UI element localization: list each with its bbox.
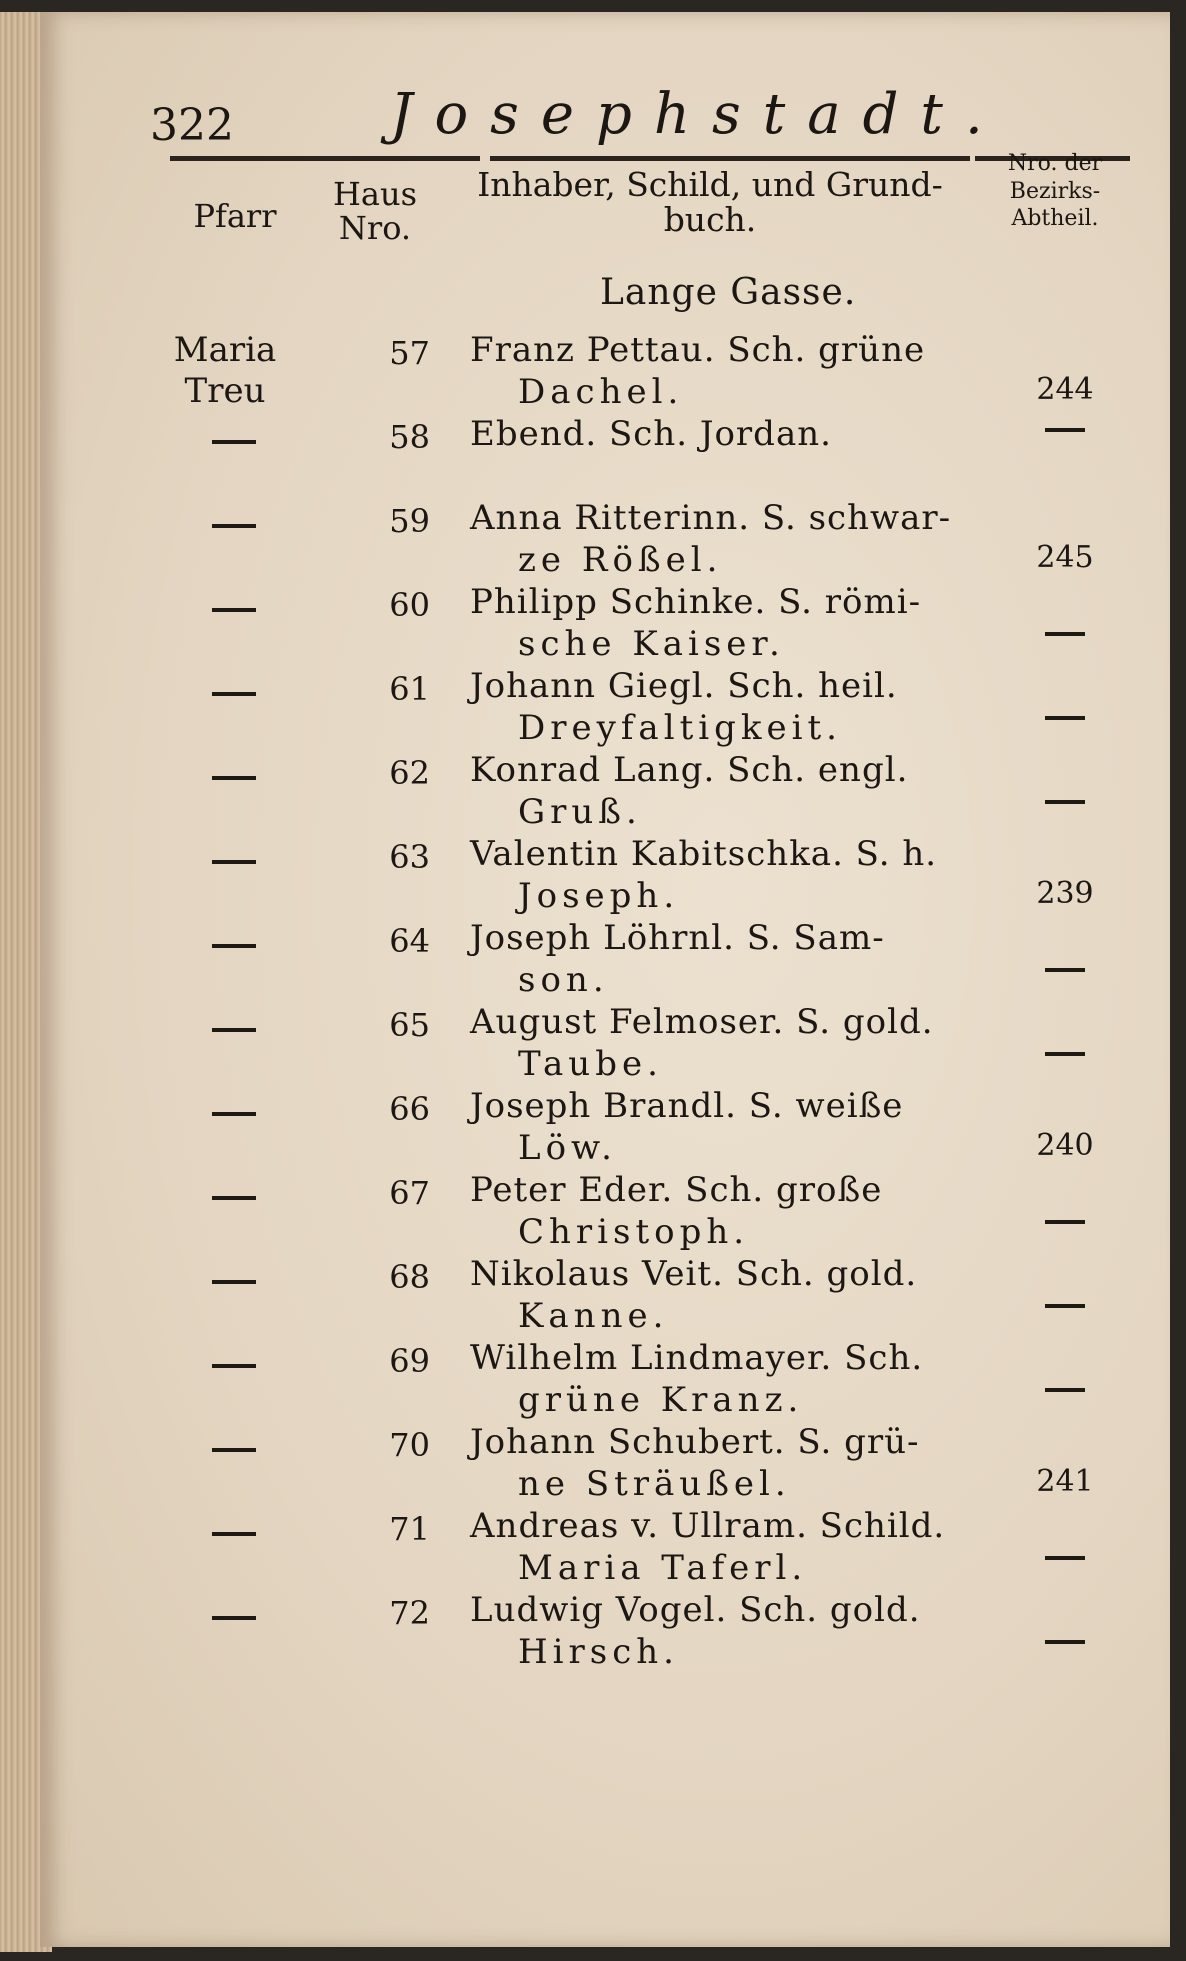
entry-row [0,1002,1186,1088]
house-number: 67 [389,1174,430,1212]
parish-name: Maria Treu [173,330,277,411]
district-number [1045,1220,1085,1224]
column-header-haus: Haus Nro. [332,175,417,247]
district-number [1045,1052,1085,1056]
entry-row [0,414,1186,500]
district-number: 244 [1036,372,1094,407]
owner-and-sign: Ludwig Vogel. Sch. gold. [470,1590,921,1630]
owner-and-sign: Joseph Löhrnl. S. Sam- [470,918,885,958]
district-number: 241 [1036,1464,1094,1499]
owner-and-sign: Valentin Kabitschka. S. h. [470,834,938,874]
owner-and-sign: Johann Giegl. Sch. heil. [470,666,898,706]
district-number: 239 [1036,876,1094,911]
house-number: 69 [389,1342,430,1380]
house-number: 57 [389,334,430,372]
owner-and-sign: Wilhelm Lindmayer. Sch. [470,1338,924,1378]
entry-row [0,918,1186,1004]
sign-continuation: Hirsch. [518,1632,679,1672]
sign-continuation: Dreyfaltigkeit. [518,708,842,748]
house-number: 70 [389,1426,430,1464]
sign-continuation: ze Rößel. [518,540,723,580]
entry-row [0,834,1186,920]
ditto-dash [212,1028,256,1032]
house-number: 64 [389,922,430,960]
owner-and-sign: Philipp Schinke. S. römi- [470,582,922,622]
page-number: 322 [150,100,234,151]
entry-row [0,330,1186,416]
district-number [1045,1388,1085,1392]
district-number: 240 [1036,1128,1094,1163]
district-number [1045,1304,1085,1308]
entry-row [0,582,1186,668]
house-number: 68 [389,1258,430,1296]
owner-and-sign: Joseph Brandl. S. weiße [470,1086,904,1126]
house-number: 60 [389,586,430,624]
house-number: 63 [389,838,430,876]
ditto-dash [212,1280,256,1284]
entry-row [0,498,1186,584]
sign-continuation: Gruß. [518,792,642,832]
house-number: 71 [389,1510,430,1548]
district-number [1045,1556,1085,1560]
ditto-dash [212,608,256,612]
ditto-dash [212,944,256,948]
sign-continuation: Christoph. [518,1212,750,1252]
owner-and-sign: Johann Schubert. S. grü- [470,1422,920,1462]
sign-continuation: Taube. [518,1044,663,1084]
sign-continuation: Maria Taferl. [518,1548,808,1588]
house-number: 72 [389,1594,430,1632]
owner-and-sign: Franz Pettau. Sch. grüne [470,330,926,370]
ditto-dash [212,524,256,528]
owner-and-sign: Peter Eder. Sch. große [470,1170,883,1210]
house-number: 66 [389,1090,430,1128]
sign-continuation: sche Kaiser. [518,624,785,664]
column-header-nro: Nro. der Bezirks-Abtheil. [1007,151,1103,231]
ditto-dash [212,1532,256,1536]
ditto-dash [212,440,256,444]
owner-and-sign: Nikolaus Veit. Sch. gold. [470,1254,918,1294]
district-number: 245 [1036,540,1094,575]
house-number: 59 [389,502,430,540]
ditto-dash [212,776,256,780]
sign-continuation: Kanne. [518,1296,669,1336]
entry-row [0,1506,1186,1592]
owner-and-sign: Anna Ritterinn. S. schwar- [470,498,952,538]
section-title: Lange Gasse. [600,272,857,313]
district-number [1045,716,1085,720]
column-header-inhaber: Inhaber, Schild, und Grund-buch. [477,165,943,239]
ditto-dash [212,1364,256,1368]
ditto-dash [212,1616,256,1620]
page-title: Josephstadt. [390,82,1005,147]
sign-continuation: Löw. [518,1128,617,1168]
ditto-dash [212,1196,256,1200]
entry-row [0,1254,1186,1340]
entry-row [0,1590,1186,1676]
owner-and-sign: August Felmoser. S. gold. [470,1002,934,1042]
district-number [1045,632,1085,636]
sign-continuation: Joseph. [518,876,680,916]
entry-row [0,1338,1186,1424]
district-number [1045,968,1085,972]
district-number [1045,428,1085,432]
entry-row [0,1422,1186,1508]
sign-continuation: grüne Kranz. [518,1380,804,1420]
house-number: 58 [389,418,430,456]
ditto-dash [212,860,256,864]
house-number: 61 [389,670,430,708]
sign-continuation: Dachel. [518,372,684,412]
house-number: 62 [389,754,430,792]
owner-and-sign: Konrad Lang. Sch. engl. [470,750,909,790]
sign-continuation: ne Sträußel. [518,1464,791,1504]
district-number [1045,800,1085,804]
entry-row [0,1170,1186,1256]
ditto-dash [212,692,256,696]
column-header-pfarr: Pfarr [193,197,277,235]
entry-row [0,750,1186,836]
entry-row [0,666,1186,752]
sign-continuation: son. [518,960,609,1000]
owner-and-sign: Andreas v. Ullram. Schild. [470,1506,946,1546]
ditto-dash [212,1112,256,1116]
house-number: 65 [389,1006,430,1044]
owner-and-sign: Ebend. Sch. Jordan. [470,414,832,454]
entry-row [0,1086,1186,1172]
district-number [1045,1640,1085,1644]
ditto-dash [212,1448,256,1452]
